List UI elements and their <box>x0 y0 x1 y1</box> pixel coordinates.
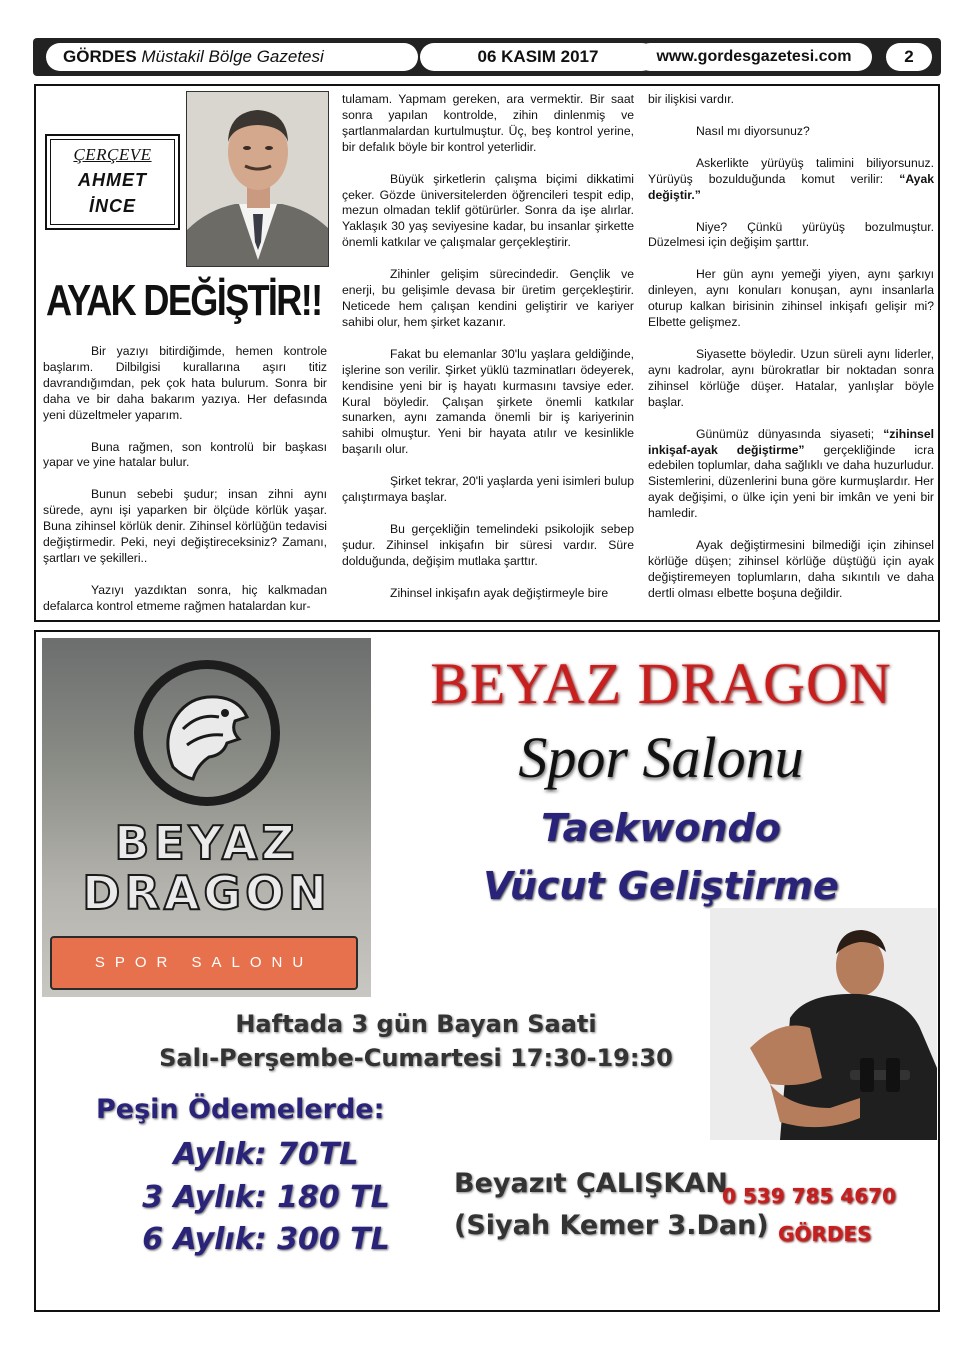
issue-date: 06 KASIM 2017 <box>420 43 656 71</box>
author-first-name: AHMET <box>78 170 147 190</box>
owner-name: Beyazıt ÇALIŞKAN <box>454 1168 728 1199</box>
paragraph: Her gün aynı yemeği yiyen, aynı şarkıyı dinleyen, aynı konuları konuşan, aynı insanlarla oturup kalkan birisinin zihinsel inkişafı gelişir mi? Elbette gelişmez. <box>648 267 934 330</box>
athlete-photo <box>710 908 937 1140</box>
paragraph: Bir yazıyı bitirdiğimde, hemen kontrole başlarım. Dilbilgisi kurallarına aşırı titiz davrandığımdan, pek çok hata bulurum. Sonra bir daha ve bir daha bakarım yazıya. Her defasında yeni düzeltmeler yaparım. <box>43 344 327 422</box>
dragon-logo-icon <box>134 660 280 806</box>
column-series: ÇERÇEVE <box>73 145 152 164</box>
gym-advertisement <box>34 630 940 1312</box>
paragraph-text: Askerlikte yürüyüş talimini biliyorsunuz. Yürüyüş bozulduğunda komut verilir: <box>648 155 934 186</box>
paragraph: Bunun sebebi şudur; insan zihni aynı sürede, aynı işi yaparken bir ölçüde körlük yaşar. Buna zihinsel körlük denir. Zihinsel körlüğün tedavisi değiştirmedir. Peki, neyi değiştireceksiniz? Zamanı, şartları ve şekilleri.. <box>43 487 327 565</box>
payment-title: Peşin Ödemelerde: <box>96 1094 385 1125</box>
paragraph: Zihinsel inkişafın ayak değiştirmeyle bire <box>390 585 609 600</box>
logo-text-dragon: DRAGON <box>82 866 331 920</box>
bold-quote: “zihinsel inkişaf-ayak değiştirme” <box>648 426 934 457</box>
paragraph: Fakat bu elemanlar 30'lu yaşlara geldiğinde, işlerine son verilir. Şirket yüklü tazminatları ödeyerek, kendisine yeni bir iş hayatı kurmasını tavsiye eder. Kural böyledir. Çalışan şirkete önemli katkılar sunarken, aynı zamanda önemli bir iş kariyerinin sahibi olmuştur. Yeni bir hayata atılır ve kesinlikle başarılı olur. <box>342 346 634 457</box>
town-name: GÖRDES <box>778 1222 872 1246</box>
paragraph: Zihinler gelişim sürecindedir. Gençlik ve enerji, bu gelişimle devasa bir üretim gerçekleştirir. Neticede hem çalışan kendini geliştirir ve kariyer sahibi olur, hem şirket kazanır. <box>342 267 634 329</box>
paragraph-text: gerçekliğinde icra edebilen toplumlar, daha sağlıklı ve daha huzurludur. Sistemlerini, düzenlerini buna göre kurmuşlardır. Her ayak değişimi, o ülke için yeni bir imkân ve yeni bir hamledir. <box>648 442 934 521</box>
ladies-hours-title: Haftada 3 gün Bayan Saati <box>235 1010 597 1038</box>
paragraph-text: Günümüz dünyasında siyaseti; <box>696 426 875 441</box>
article-column-1 <box>43 344 327 631</box>
paragraph: Ayak değiştirmesini bilmediği için zihinsel körlüğe düşen; zihinsel körlüğe düştüğü için ayak değiştiremeyen toplumların, daha sıkıntılı ve daha dertli olması elbette boşuna değildir. <box>648 538 934 600</box>
website-link[interactable]: www.gordesgazetesi.com <box>636 43 872 71</box>
paragraph <box>648 156 934 204</box>
column-article <box>34 84 940 622</box>
author-last-name: İNCE <box>88 196 136 216</box>
article-headline: AYAK DEĞİŞTİR!! <box>46 276 322 325</box>
paragraph: Büyük şirketlerin çalışma biçimi dikkatimi çeker. Gözde üniversitelerden öğrencileri tespit edip, mezun olmadan teklif götürürler. Sonra da işe alırlar. Yaklaşık 30 yaş seviyesine kadar, bu insanlar şirkette önemli katkılar ve çalışmalar gerçekleştirir. <box>342 171 634 250</box>
bold-quote: “Ayak değiştir.” <box>648 171 934 202</box>
dumbbell-athlete-icon <box>710 908 937 1140</box>
service-bodybuilding: Vücut Geliştirme <box>483 864 839 908</box>
ad-title: BEYAZ DRAGON <box>430 651 892 716</box>
price-3-months: 3 Aylık: 180 TL <box>142 1180 390 1215</box>
logo-text-beyaz: BEYAZ <box>114 816 299 870</box>
paragraph: Niye? Çünkü yürüyüş bozulmuştur. Düzelmesi için değişim şarttır. <box>648 219 934 250</box>
paragraph: Siyasette böyledir. Uzun süreli aynı liderler, aynı kadrolar, aynı bürokratlar bir noktadan sonra zihinsel körlüğe düşer. Hatalar, yanlışlar böyle başlar. <box>648 346 934 409</box>
paragraph: bir ilişkisi vardır. <box>648 92 735 106</box>
paragraph: Nasıl mı diyorsunuz? <box>696 123 810 138</box>
paragraph <box>648 427 934 522</box>
paragraph: Buna rağmen, son kontrolü bir başkası yapar ve yine hatalar bulur. <box>43 439 327 470</box>
owner-rank: (Siyah Kemer 3.Dan) <box>454 1210 769 1241</box>
paragraph: tulamam. Yapmam gereken, ara vermektir. Bir saat sonra yapılan kontrolde, zihin dinlenmiş ve şartlanmalardan kurtulmuştur. Üç, beş kontrol yerine, bir defalık böyle bir kontrol yeterlidir. <box>342 92 634 154</box>
paragraph: Şirket tekrar, 20'li yaşlarda yeni isimleri bulup çalıştırmaya başlar. <box>342 474 634 505</box>
author-portrait-icon <box>187 92 329 267</box>
page-number: 2 <box>886 43 932 71</box>
service-taekwondo: Taekwondo <box>541 806 781 850</box>
article-column-2 <box>342 92 634 618</box>
author-photo <box>186 91 329 267</box>
logo-band: SPOR SALONU <box>50 936 358 990</box>
paragraph: Bu gerçekliğin temelindeki psikolojik sebep şudur. Zihinsel inkişafın bir süresi vardır. Süre dolduğunda, değişim mutlaka şarttır. <box>342 521 634 568</box>
paper-tagline: Müstakil Bölge Gazetesi <box>141 47 324 66</box>
ad-subtitle: Spor Salonu <box>518 725 804 790</box>
paper-name <box>46 43 418 71</box>
gym-storefront-photo <box>42 638 371 997</box>
column-badge <box>45 134 180 230</box>
masthead-bar <box>33 38 941 76</box>
article-column-3 <box>648 92 934 618</box>
ladies-hours-schedule: Salı-Perşembe-Cumartesi 17:30-19:30 <box>159 1044 673 1072</box>
paragraph: Yazıyı yazdıktan sonra, hiç kalkmadan defalarca kontrol etmeme rağmen hatalardan kur- <box>43 582 327 613</box>
paper-name-bold: GÖRDES <box>63 47 137 66</box>
phone-number[interactable]: 0 539 785 4670 <box>722 1184 896 1208</box>
price-monthly: Aylık: 70TL <box>173 1137 359 1172</box>
price-6-months: 6 Aylık: 300 TL <box>142 1222 390 1257</box>
